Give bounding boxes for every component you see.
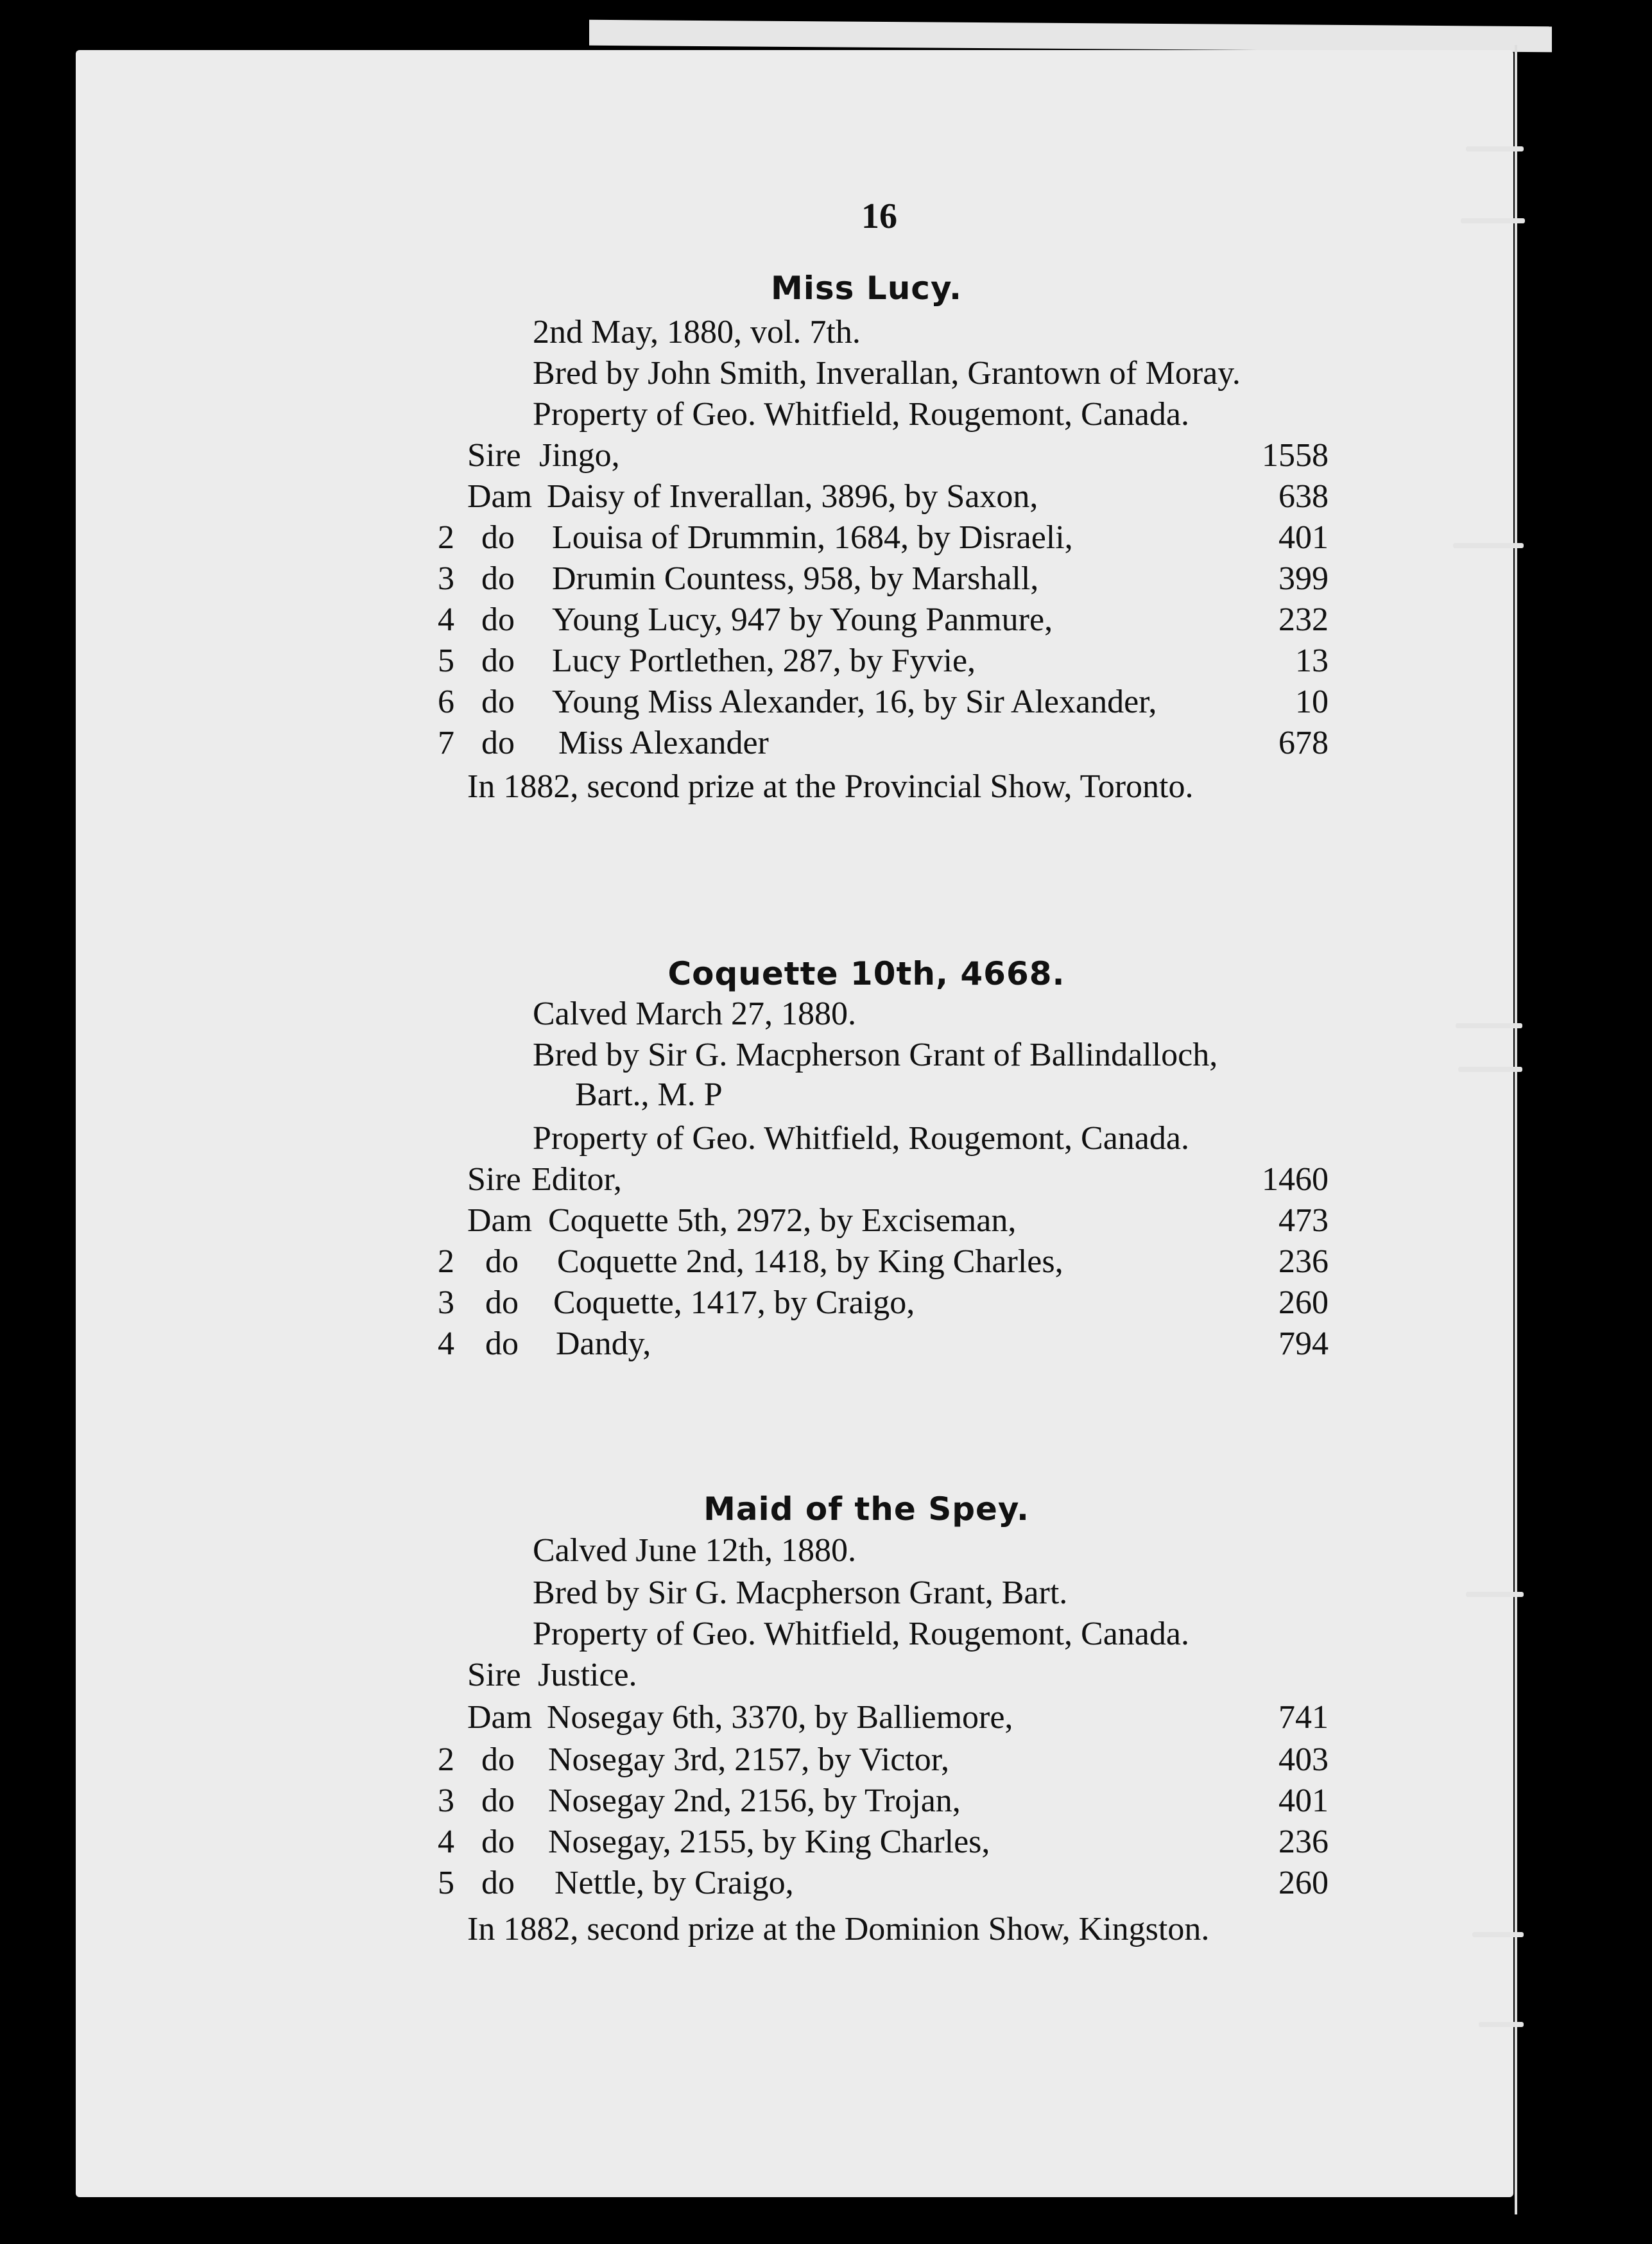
generation-number: 4 <box>438 1325 454 1362</box>
ancestor-name: Drumin Countess, 958, by Marshall, <box>552 560 1039 597</box>
herd-book-number: 403 <box>1278 1741 1329 1778</box>
dam-name: Coquette 5th, 2972, by Exciseman, <box>548 1202 1017 1239</box>
sire-name: Justice. <box>538 1657 637 1693</box>
ancestor-name: Nettle, by Craigo, <box>555 1865 794 1901</box>
generation-number: 7 <box>438 725 454 761</box>
generation-number: 2 <box>438 1741 454 1778</box>
ancestor-row <box>411 560 1329 602</box>
ditto-mark: do <box>481 519 515 556</box>
dam-name: Nosegay 6th, 3370, by Balliemore, <box>547 1699 1013 1736</box>
ancestor-row <box>411 1864 1329 1906</box>
entry-info-line: Bart., M. P <box>575 1076 723 1113</box>
generation-number: 5 <box>438 1865 454 1901</box>
ditto-mark: do <box>485 1243 519 1280</box>
generation-number: 5 <box>438 643 454 679</box>
herd-book-number: 1558 <box>1262 437 1329 474</box>
ancestor-name: Nosegay 2nd, 2156, by Trojan, <box>548 1782 961 1819</box>
generation-number: 3 <box>438 560 454 597</box>
sire-row <box>411 1161 1329 1203</box>
ancestor-name: Young Lucy, 947 by Young Panmure, <box>552 601 1053 638</box>
sire-row <box>411 1656 1329 1698</box>
prize-note: In 1882, second prize at the Dominion Show, Kingston. <box>467 1911 1210 1947</box>
ancestor-row <box>411 683 1329 725</box>
sire-label: Sire <box>467 1161 521 1198</box>
ditto-mark: do <box>481 1865 515 1901</box>
ditto-mark: do <box>481 601 515 638</box>
herd-book-number: 260 <box>1278 1284 1329 1321</box>
herd-book-number: 678 <box>1278 725 1329 761</box>
ancestor-row <box>411 1243 1329 1285</box>
entry-info-line: Calved June 12th, 1880. <box>533 1532 857 1569</box>
entry-info-line: 2nd May, 1880, vol. 7th. <box>533 314 861 350</box>
entry-info-line: Bred by Sir G. Macpherson Grant, Bart. <box>533 1575 1068 1611</box>
ancestor-row <box>411 601 1329 643</box>
herd-book-number: 1460 <box>1262 1161 1329 1198</box>
entry-info-line: Property of Geo. Whitfield, Rougemont, Canada. <box>533 1120 1189 1157</box>
dam-row <box>411 1202 1329 1244</box>
ancestor-row <box>411 724 1329 766</box>
dam-label: Dam <box>467 478 533 515</box>
ditto-mark: do <box>481 725 515 761</box>
entry-info-line: Bred by John Smith, Inverallan, Grantown of Moray. <box>533 355 1241 392</box>
herd-book-number: 236 <box>1278 1243 1329 1280</box>
ancestor-row <box>411 1325 1329 1367</box>
sire-name: Editor, <box>531 1161 622 1198</box>
dam-row <box>411 478 1329 520</box>
prize-note: In 1882, second prize at the Provincial Show, Toronto. <box>467 768 1194 805</box>
generation-number: 2 <box>438 519 454 556</box>
ancestor-row <box>411 1366 1329 1408</box>
ancestor-name: Dandy, <box>556 1325 651 1362</box>
herd-book-number: 232 <box>1278 601 1329 638</box>
dam-name: Daisy of Inverallan, 3896, by Saxon, <box>547 478 1038 515</box>
ancestor-name: Lucy Portlethen, 287, by Fyvie, <box>552 643 976 679</box>
ditto-mark: do <box>485 1284 519 1321</box>
generation-number: 2 <box>438 1243 454 1280</box>
ancestor-name: Young Miss Alexander, 16, by Sir Alexander, <box>552 684 1157 720</box>
ditto-mark: do <box>481 1782 515 1819</box>
entry-title: Coquette 10th, 4668. <box>667 955 1065 992</box>
ancestor-name: Louisa of Drummin, 1684, by Disraeli, <box>552 519 1073 556</box>
herd-book-number: 236 <box>1278 1824 1329 1860</box>
dam-row <box>411 1698 1329 1741</box>
dam-label: Dam <box>467 1699 533 1736</box>
herd-book-number: 10 <box>1295 684 1329 720</box>
ancestor-name: Miss Alexander <box>558 725 769 761</box>
herd-book-number: 401 <box>1278 1782 1329 1819</box>
ditto-mark: do <box>481 1824 515 1860</box>
ancestor-row <box>411 1823 1329 1865</box>
entry-info-line: Bred by Sir G. Macpherson Grant of Ballindalloch, <box>533 1037 1218 1073</box>
herd-book-number: 794 <box>1278 1325 1329 1362</box>
sire-label: Sire <box>467 1657 521 1693</box>
ditto-mark: do <box>481 684 515 720</box>
ancestor-row <box>411 519 1329 561</box>
ancestor-name: Nosegay 3rd, 2157, by Victor, <box>548 1741 949 1778</box>
ditto-mark: do <box>481 643 515 679</box>
herd-book-number: 401 <box>1278 519 1329 556</box>
generation-number: 3 <box>438 1284 454 1321</box>
ancestor-row <box>411 642 1329 684</box>
entry-title: Miss Lucy. <box>771 270 962 307</box>
herd-book-number: 473 <box>1278 1202 1329 1239</box>
sire-row <box>411 436 1329 479</box>
ancestor-row <box>411 1741 1329 1783</box>
ancestor-name: Coquette, 1417, by Craigo, <box>553 1284 915 1321</box>
entry-title: Maid of the Spey. <box>703 1490 1029 1528</box>
herd-book-number: 13 <box>1295 643 1329 679</box>
ancestor-row <box>411 1284 1329 1326</box>
ancestor-name: Nosegay, 2155, by King Charles, <box>548 1824 990 1860</box>
ditto-mark: do <box>481 560 515 597</box>
ditto-mark: do <box>481 1741 515 1778</box>
sire-label: Sire <box>467 437 521 474</box>
entry-info-line: Calved March 27, 1880. <box>533 996 857 1032</box>
generation-number: 3 <box>438 1782 454 1819</box>
herd-book-number: 260 <box>1278 1865 1329 1901</box>
entry-info-line: Property of Geo. Whitfield, Rougemont, Canada. <box>533 396 1189 433</box>
sire-name: Jingo, <box>539 437 620 474</box>
ancestor-name: Coquette 2nd, 1418, by King Charles, <box>557 1243 1063 1280</box>
generation-number: 4 <box>438 1824 454 1860</box>
ditto-mark: do <box>485 1325 519 1362</box>
herd-book-number: 741 <box>1278 1699 1329 1736</box>
dam-label: Dam <box>467 1202 533 1239</box>
generation-number: 6 <box>438 684 454 720</box>
herd-book-number: 638 <box>1278 478 1329 515</box>
page-number: 16 <box>861 196 897 236</box>
generation-number: 4 <box>438 601 454 638</box>
entry-info-line: Property of Geo. Whitfield, Rougemont, Canada. <box>533 1616 1189 1652</box>
ancestor-row <box>411 1782 1329 1824</box>
herd-book-number: 399 <box>1278 560 1329 597</box>
